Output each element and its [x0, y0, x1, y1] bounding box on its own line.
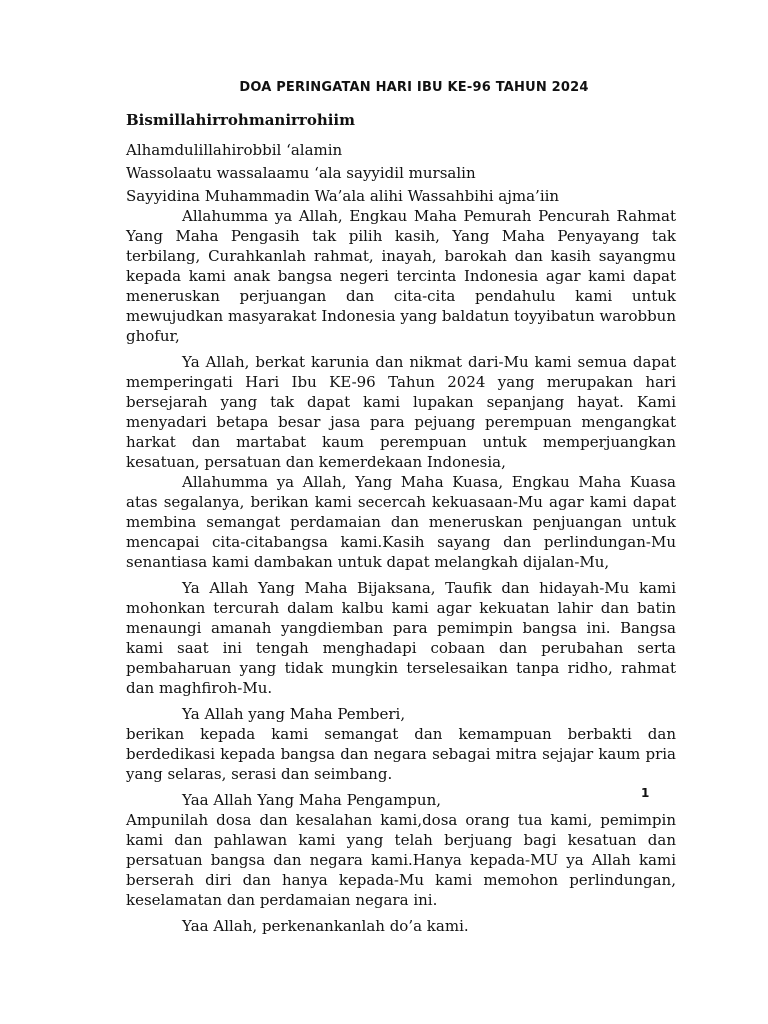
opening-line: Sayyidina Muhammadin Wa’ala alihi Wassahbihi ajma’iin [126, 187, 560, 205]
prayer-closing: Yaa Allah, perkenankanlah do’a kami. [182, 917, 469, 935]
prayer-paragraph: Ampunilah dosa dan kesalahan kami,dosa orang tua kami, pemimpin kami dan pahlawan kami yang telah berjuang bagi kesatuan dan persatuan bangsa dan negara kami.Hanya kepada-MU ya Allah kami berserah diri dan hanya kepada-Mu kami memohon perlindungan, keselamatan dan perdamaian negara ini. [126, 811, 676, 909]
prayer-paragraph: Ya Allah Yang Maha Bijaksana, Taufik dan hidayah-Mu kami mohonkan tercurah dalam kalbu kami agar kekuatan lahir dan batin menaungi amanah yangdiemban para pemimpin bangsa ini. Bangsa kami saat ini tengah menghadapi cobaan dan perubahan serta pembaharuan yang tidak mungkin terselesaikan tanpa ridho, rahmat dan maghfiroh-Mu. [126, 579, 676, 697]
opening-basmalah: Bismillahirrohmanirrohiim [126, 111, 356, 129]
opening-line: Alhamdulillahirobbil ‘alamin [126, 141, 343, 159]
prayer-paragraph: berikan kepada kami semangat dan kemampuan berbakti dan berdedikasi kepada bangsa dan negara sebagai mitra sejajar kaum pria yang selaras, serasi dan seimbang. [126, 725, 676, 783]
opening-line: Wassolaatu wassalaamu ‘ala sayyidil mursalin [126, 164, 476, 182]
document-body [126, 110, 676, 936]
prayer-paragraph: Ya Allah, berkat karunia dan nikmat dari-Mu kami semua dapat memperingati Hari Ibu KE-96 Tahun 2024 yang merupakan hari bersejarah yang tak dapat kami lupakan sepanjang hayat. Kami menyadari betapa besar jasa para pejuang perempuan mengangkat harkat dan martabat kaum perempuan untuk memperjuangkan kesatuan, persatuan dan kemerdekaan Indonesia, [126, 353, 676, 471]
prayer-invocation: Ya Allah yang Maha Pemberi, [182, 705, 406, 723]
prayer-paragraph: Allahumma ya Allah, Engkau Maha Pemurah Pencurah Rahmat Yang Maha Pengasih tak pilih kasih, Yang Maha Penyayang tak terbilang, Curahkanlah rahmat, inayah, barokah dan kasih sayangmu kepada kami anak bangsa negeri tercinta Indonesia agar kami dapat meneruskan perjuangan dan cita-cita pendahulu kami untuk mewujudkan masyarakat Indonesia yang baldatun toyyibatun warobbun ghofur, [126, 207, 676, 345]
document-title: DOA PERINGATAN HARI IBU KE-96 TAHUN 2024 [239, 80, 589, 95]
prayer-invocation: Yaa Allah Yang Maha Pengampun, [182, 791, 441, 809]
prayer-paragraph: Allahumma ya Allah, Yang Maha Kuasa, Engkau Maha Kuasa atas segalanya, berikan kami secercah kekuasaan-Mu agar kami dapat membina semangat perdamaian dan meneruskan penjuangan untuk mencapai cita-citabangsa kami.Kasih sayang dan perlindungan-Mu senantiasa kami dambakan untuk dapat melangkah dijalan-Mu, [126, 473, 676, 571]
page-number: 1 [641, 786, 650, 800]
